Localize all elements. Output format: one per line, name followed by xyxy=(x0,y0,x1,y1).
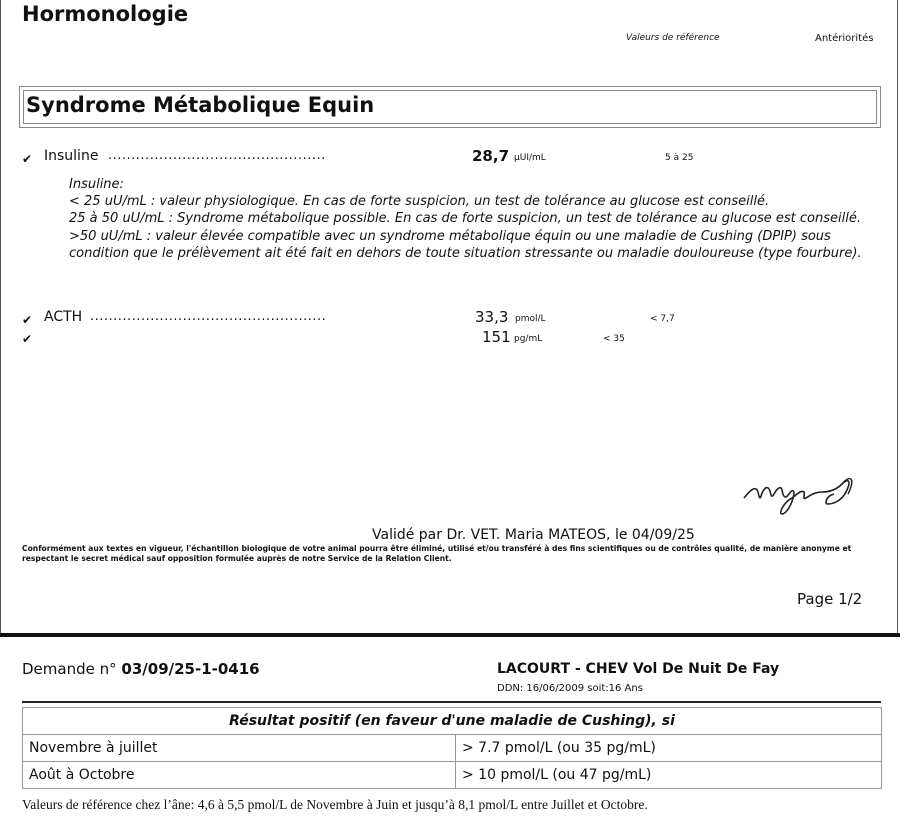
table-header: Résultat positif (en faveur d'une maladie de Cushing), si xyxy=(23,708,882,735)
header-rule xyxy=(22,701,881,703)
comment-heading: Insuline: xyxy=(69,177,124,192)
table-row xyxy=(23,762,882,789)
comment-line: 25 à 50 uU/mL : Syndrome métabolique possible. En cas de forte suspicion, un test de tolérance au glucose est conseillé. xyxy=(69,211,861,227)
test-value-acth-pmol: 33,3 xyxy=(475,308,509,326)
test-reference: 5 à 25 xyxy=(665,153,694,163)
section-title: Hormonologie xyxy=(22,2,189,26)
table-header-row xyxy=(23,708,882,735)
signature-image xyxy=(742,470,862,520)
test-unit: pmol/L xyxy=(515,314,546,324)
request-label: Demande n° xyxy=(22,660,117,678)
panel-title: Syndrome Métabolique Equin xyxy=(26,93,375,117)
request-number xyxy=(22,660,260,678)
test-reference: < 35 xyxy=(603,334,625,344)
panel-title-box xyxy=(19,86,881,128)
leader-dots: ................................................... xyxy=(90,309,327,324)
request-number-value: 03/09/25-1-0416 xyxy=(121,660,260,678)
page-border-right xyxy=(897,0,898,636)
threshold-cell: > 7.7 pmol/L (ou 35 pg/mL) xyxy=(456,735,882,762)
check-icon: ✔ xyxy=(22,152,33,166)
legal-notice: Conformément aux textes en vigueur, l'échantillon biologique de votre animal pourra être éliminé, utilisé et/ou transféré à des fins scientifiques ou de contrôles qualité, de manière anonyme et respectant le secret médical sauf opposition formulée auprès de notre Service de la Relation Client. xyxy=(22,544,852,563)
page-number: Page 1/2 xyxy=(797,590,863,608)
page-separator xyxy=(0,633,900,637)
page-border-left xyxy=(0,0,1,636)
comment-line: < 25 uU/mL : valeur physiologique. En cas de forte suspicion, un test de tolérance au glucose est conseillé. xyxy=(69,194,770,210)
test-reference: < 7,7 xyxy=(650,314,675,324)
period-cell: Août à Octobre xyxy=(23,762,456,789)
comment-line: >50 uU/mL : valeur élevée compatible avec un syndrome métabolique équin ou une maladie de Cushing (DPIP) sous condition que le prélèvement ait été fait en dehors de toute situation stressante ou maladie douloureuse (type fourbure). xyxy=(69,228,862,261)
period-cell: Novembre à juillet xyxy=(23,735,456,762)
patient-name: LACOURT - CHEV Vol De Nuit De Fay xyxy=(497,661,780,677)
reference-values-header: Valeurs de référence xyxy=(626,33,720,43)
check-icon: ✔ xyxy=(22,313,33,327)
check-icon: ✔ xyxy=(22,332,33,346)
test-name-insuline: Insuline xyxy=(44,148,99,164)
test-unit: µUI/mL xyxy=(514,153,546,163)
leader-dots: ............................................... xyxy=(108,148,326,163)
patient-dob: DDN: 16/06/2009 soit:16 Ans xyxy=(497,683,643,694)
validation-statement: Validé par Dr. VET. Maria MATEOS, le 04/09/25 xyxy=(372,527,695,543)
test-value-insuline: 28,7 xyxy=(472,147,510,165)
test-name-acth: ACTH xyxy=(44,309,83,325)
donkey-reference-note: Valeurs de référence chez l’âne: 4,6 à 5,5 pmol/L de Novembre à Juin et jusqu’à 8,1 pmol/L entre Juillet et Octobre. xyxy=(22,797,648,812)
insulin-interpretation xyxy=(69,176,879,262)
table-row xyxy=(23,735,882,762)
cushing-criteria-table xyxy=(22,707,882,789)
prior-results-header: Antériorités xyxy=(815,33,874,44)
threshold-cell: > 10 pmol/L (ou 47 pg/mL) xyxy=(456,762,882,789)
test-value-acth-pg: 151 xyxy=(482,328,511,346)
test-unit: pg/mL xyxy=(514,334,543,344)
